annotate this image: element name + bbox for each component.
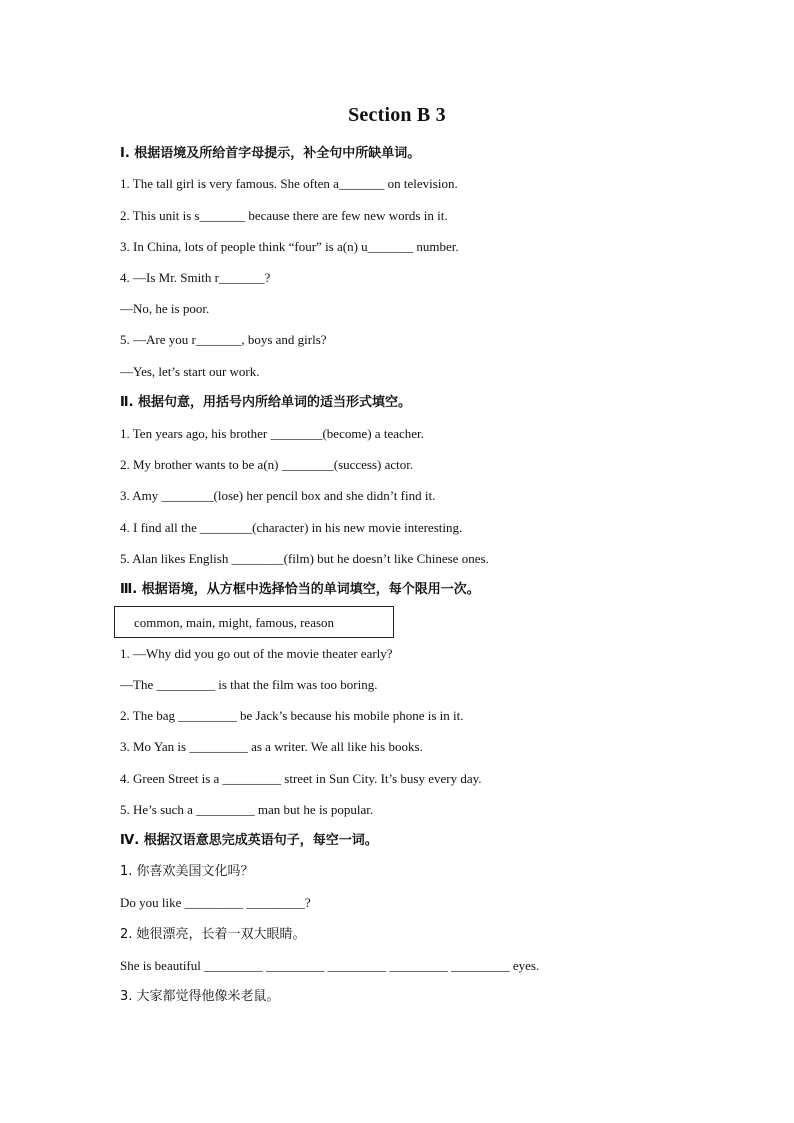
- section-2-q3: 3. Amy ________(lose) her pencil box and she didn’t find it.: [120, 488, 436, 503]
- section-1-q5: 5. —Are you r_______, boys and girls?: [120, 332, 327, 347]
- section-1-heading: Ⅰ. 根据语境及所给首字母提示，补全句中所缺单词。: [120, 146, 421, 161]
- section-1-q5-answer: —Yes, let’s start our work.: [120, 364, 260, 379]
- section-1-q1: 1. The tall girl is very famous. She often a_______ on television.: [120, 176, 458, 191]
- section-2-q1: 1. Ten years ago, his brother ________(become) a teacher.: [120, 426, 424, 441]
- section-1-q3: 3. In China, lots of people think “four” is a(n) u_______ number.: [120, 239, 459, 254]
- section-1-q4: 4. —Is Mr. Smith r_______?: [120, 270, 271, 285]
- section-4-heading: Ⅳ. 根据汉语意思完成英语句子，每空一词。: [120, 833, 378, 848]
- word-bank-box: [114, 606, 394, 638]
- section-3-q4: 4. Green Street is a _________ street in Sun City. It’s busy every day.: [120, 771, 482, 786]
- word-bank-text: common, main, might, famous, reason: [134, 615, 335, 630]
- section-1-q2: 2. This unit is s_______ because there are few new words in it.: [120, 208, 448, 223]
- section-2-heading: Ⅱ. 根据句意，用括号内所给单词的适当形式填空。: [120, 395, 412, 410]
- page-title: Section B 3: [348, 104, 446, 126]
- section-4-q2-english: She is beautiful _________ _________ _________ _________ _________ eyes.: [120, 958, 540, 973]
- section-3-q1-answer: —The _________ is that the film was too boring.: [120, 677, 378, 692]
- section-4-q1-english: Do you like _________ _________?: [120, 895, 311, 910]
- section-3-q2: 2. The bag _________ be Jack’s because his mobile phone is in it.: [120, 708, 464, 723]
- section-3-q1: 1. —Why did you go out of the movie theater early?: [120, 646, 393, 661]
- section-2-q4: 4. I find all the ________(character) in his new movie interesting.: [120, 520, 463, 535]
- section-2-q5: 5. Alan likes English ________(film) but he doesn’t like Chinese ones.: [120, 551, 489, 566]
- section-4-q3-chinese: 3. 大家都觉得他像米老鼠。: [120, 989, 280, 1004]
- section-2-q2: 2. My brother wants to be a(n) ________(success) actor.: [120, 457, 414, 472]
- section-4-q1-chinese: 1. 你喜欢美国文化吗？: [120, 864, 254, 879]
- section-4-q2-chinese: 2. 她很漂亮，长着一双大眼睛。: [120, 927, 306, 942]
- section-3-q3: 3. Mo Yan is _________ as a writer. We all like his books.: [120, 739, 423, 754]
- section-3-heading: Ⅲ. 根据语境，从方框中选择恰当的单词填空，每个限用一次。: [120, 582, 480, 597]
- section-3-q5: 5. He’s such a _________ man but he is popular.: [120, 802, 374, 817]
- section-1-q4-answer: —No, he is poor.: [120, 301, 210, 316]
